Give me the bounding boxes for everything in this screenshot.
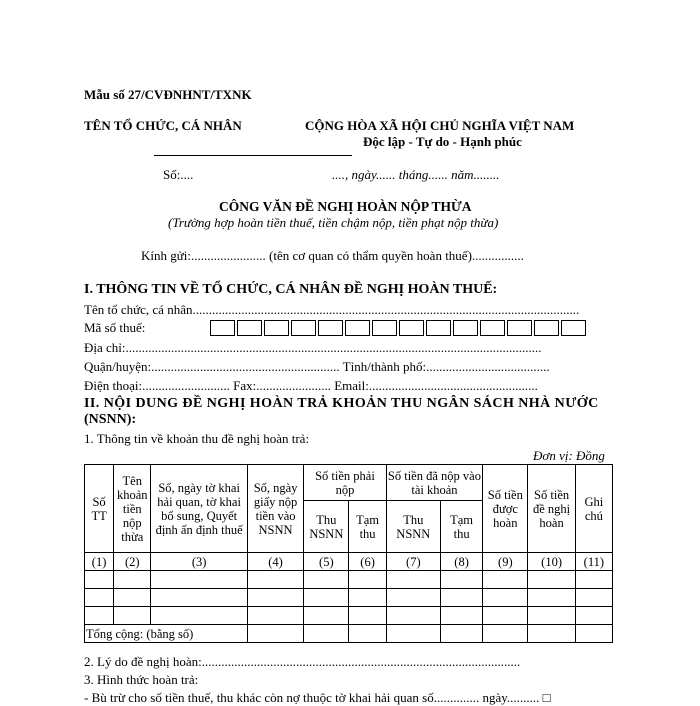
table-row [85,571,613,589]
form-code: Mẫu số 27/CVĐNHNT/TXNK [84,87,252,102]
phone-field: Điện thoại:........................... Fax:....................... Email:.................................................... [84,378,538,393]
total-row [85,625,613,643]
org-label: TÊN TỔ CHỨC, CÁ NHÂN [84,118,242,133]
date-line: ...., ngày...... tháng...... năm........ [332,167,500,182]
col-number: (6) [349,553,386,571]
org-underline [154,155,352,156]
col-number: (2) [114,553,151,571]
address-field: Địa chỉ:................................................................................................................................ [84,340,542,355]
sub-header-thu-nsnn: Thu NSNN [386,501,440,553]
col-header-so-ngay-to-khai: Số, ngày tờ khai hải quan, tờ khai bổ sung, Quyết định ấn định thuế [151,465,248,553]
item3-offset-line: - Bù trừ cho số tiền thuế, thu khác còn nợ thuộc tờ khai hải quan số.............. ngày.......... □ [84,690,551,705]
col-header-ghi-chu: Ghi chú [575,465,612,553]
col-header-da-nop: Số tiền đã nộp vào tài khoản [386,465,483,501]
column-number-row [85,553,613,571]
org-name-field: Tên tổ chức, cá nhân....................................................................................................................... [84,302,580,317]
country-name: CỘNG HÒA XÃ HỘI CHỦ NGHĨA VIỆT NAM [305,118,575,133]
col-number: (10) [528,553,575,571]
table-row [85,589,613,607]
doc-number: Số:.... [163,167,194,182]
col-number: (9) [483,553,528,571]
col-number: (11) [575,553,612,571]
col-number: (5) [304,553,349,571]
sub-header-tam-thu: Tạm thu [440,501,482,553]
section2-title: II. NỘI DUNG ĐỀ NGHỊ HOÀN TRẢ KHOẢN THU NGÂN SÁCH NHÀ NƯỚC [84,396,599,411]
col-header-phai-nop: Số tiền phải nộp [304,465,386,501]
recipient-line: Kính gửi:....................... (tên cơ quan có thẩm quyền hoàn thuế)................ [141,248,524,263]
doc-title: CÔNG VĂN ĐỀ NGHỊ HOÀN NỘP THỪA [219,199,472,214]
col-number: (4) [247,553,303,571]
section2-title-cont: (NSNN): [84,412,137,427]
district-field: Quận/huyện:.......................................................... Tỉnh/thành phố:...................................... [84,359,550,374]
item3-label: 3. Hình thức hoàn trả: [84,672,199,687]
col-header-de-nghi-hoan: Số tiền đề nghị hoàn [528,465,575,553]
col-number: (7) [386,553,440,571]
col-number: (3) [151,553,248,571]
sub-header-tam-thu: Tạm thu [349,501,386,553]
col-header-duoc-hoan: Số tiền được hoàn [483,465,528,553]
motto: Độc lập - Tự do - Hạnh phúc [363,134,522,149]
table-row [85,607,613,625]
unit-label: Đơn vị: Đồng [533,448,605,463]
col-header-so-ngay-giay-nop: Số, ngày giấy nộp tiền vào NSNN [247,465,303,553]
item1-label: 1. Thông tin về khoản thu đề nghị hoàn trả: [84,431,310,446]
tax-code-boxes [210,320,588,336]
col-number: (1) [85,553,114,571]
item2-reason: 2. Lý do đề nghị hoàn:.................................................................................................. [84,654,521,669]
col-header-ten-khoan: Tên khoản tiền nộp thừa [114,465,151,553]
doc-subtitle: (Trường hợp hoàn tiền thuế, tiền chậm nộp, tiền phạt nộp thừa) [168,215,499,230]
tax-code-label: Mã số thuế: [84,320,146,335]
refund-table [84,464,613,643]
col-number: (8) [440,553,482,571]
total-label: Tổng cộng: (bằng số) [85,625,248,643]
sub-header-thu-nsnn: Thu NSNN [304,501,349,553]
col-header-stt: Số TT [85,465,114,553]
section1-title: I. THÔNG TIN VỀ TỔ CHỨC, CÁ NHÂN ĐỀ NGHỊ HOÀN THUẾ: [84,282,498,297]
